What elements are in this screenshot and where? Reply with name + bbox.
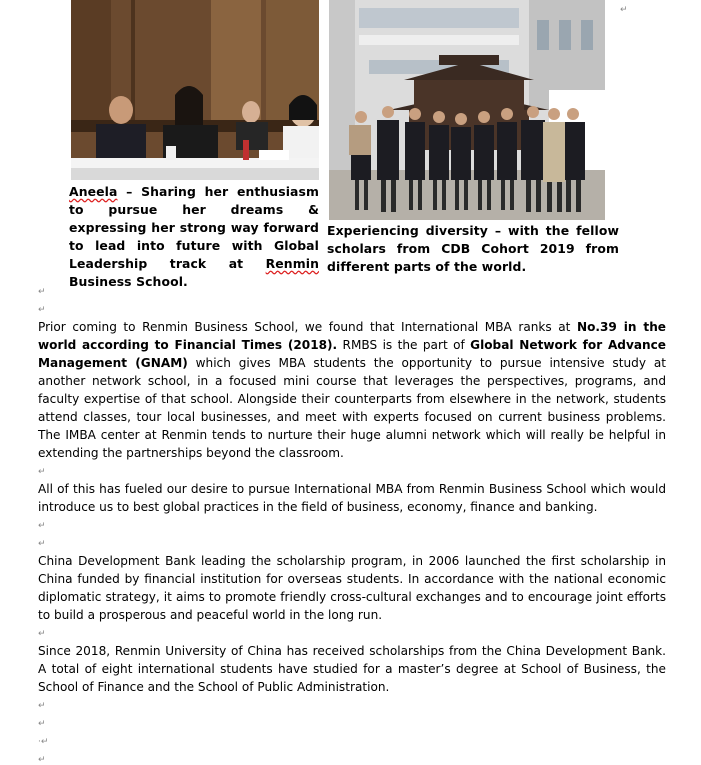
- paragraph-mark-icon: ↵: [38, 719, 46, 729]
- paragraph-cdb-program: China Development Bank leading the scholarship program, in 2006 launched the first scholarship in China funded by financial institution for overseas students. In accordance with the national economic diplomatic strategy, it aims to promote friendly cross-cultural exchanges and to encourage joint efforts to build a prosperous and peaceful world in the long run.: [38, 554, 666, 622]
- paragraph-mark-icon: ↵: [38, 467, 46, 477]
- caption-text: – Sharing her enthusiasm to pursue her dreams & expressing her strong way forward to lead into future with Global Leadership track at: [69, 184, 319, 271]
- paragraph-mark-icon: ·↵: [38, 737, 49, 747]
- paragraph-scholarships: Since 2018, Renmin University of China has received scholarships from the China Development Bank. A total of eight international students have studied for a master’s degree at School of Business, the School of Finance and the School of Public Administration.: [38, 644, 666, 694]
- cohort-group-illustration: [329, 0, 605, 220]
- panel-discussion-photo: [71, 0, 319, 180]
- paragraph-mark-icon: ↵: [38, 539, 46, 549]
- paragraph-motivation: All of this has fueled our desire to pursue International MBA from Renmin Business School which would introduce us to best global practices in the field of business, economy, finance and banking.: [38, 482, 666, 514]
- p1-bold-gnam: Global Network for Advance Management (GNAM): [38, 338, 666, 370]
- p1-text-d: which gives MBA students the opportunity to pursue intensive study at another network school, in a focused mini course that leverages the perspectives, programs, and faculty expertise of that school. Alongside their counterparts from elsewhere in the network, students attend classes, tour local businesses, and meet with experts focused on current business problems. The IMBA center at Renmin tends to nurture their huge alumni network which will really be helpful in extending the partnerships beyond the classroom.: [38, 356, 666, 460]
- paragraph-mark-icon: ↵: [38, 629, 46, 639]
- p1-text-a: Prior coming to Renmin Business School, we found that International MBA ranks at: [38, 320, 577, 334]
- paragraph-mark-icon: ↵: [620, 5, 628, 15]
- p1-bold-ranking: No.39 in the world according to Financial Times (2018).: [38, 320, 667, 352]
- caption-school-word: Renmin: [265, 256, 319, 271]
- paragraph-mark-icon: ↵: [38, 755, 46, 765]
- panel-discussion-illustration: [71, 0, 319, 180]
- p1-text-c: RMBS is the part of: [337, 338, 471, 352]
- photo2-caption: Experiencing diversity – with the fellow scholars from CDB Cohort 2019 from different parts of the world.: [327, 223, 619, 274]
- photo1-caption: [69, 183, 319, 291]
- caption-person-name: Aneela: [69, 184, 118, 199]
- paragraph-mark-icon: ↵: [38, 701, 46, 711]
- paragraph-rankings: [38, 318, 666, 462]
- paragraph-mark-icon: ↵: [38, 521, 46, 531]
- caption-tail: Business School.: [69, 274, 188, 289]
- paragraph-mark-icon: ↵: [38, 305, 46, 315]
- cohort-group-photo: [329, 0, 605, 220]
- paragraph-mark-icon: ↵: [38, 287, 46, 297]
